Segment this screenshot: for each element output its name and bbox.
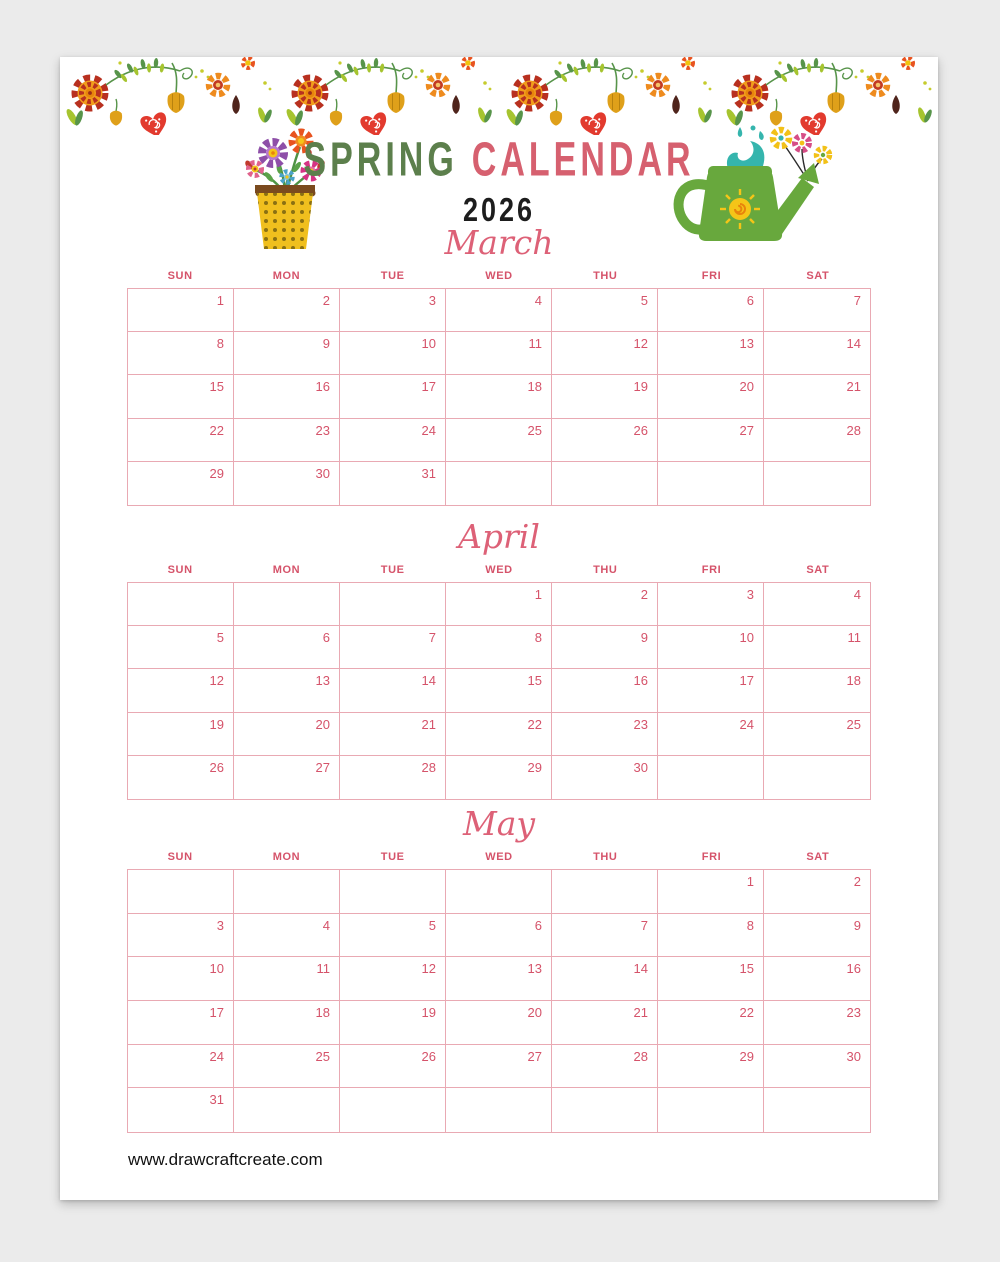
day-number: 2 (640, 587, 648, 602)
day-number: 7 (428, 630, 436, 646)
day-number: 9 (640, 630, 648, 646)
day-number: 31 (209, 1092, 224, 1108)
empty-day-cell (234, 1088, 340, 1132)
day-number: 27 (315, 759, 330, 775)
day-number: 17 (739, 673, 754, 689)
day-cell (552, 583, 658, 626)
day-cell (340, 1001, 446, 1045)
day-cell (658, 332, 764, 375)
empty-day-cell (764, 462, 870, 505)
empty-day-cell (658, 1088, 764, 1132)
day-cell (128, 462, 234, 505)
day-number: 14 (633, 961, 648, 977)
weekday-header-row (127, 851, 871, 866)
day-number: 23 (315, 422, 330, 438)
day-cell (446, 626, 552, 669)
day-cell (658, 289, 764, 332)
day-cell (446, 1045, 552, 1089)
day-cell (446, 332, 552, 375)
day-number: 1 (746, 874, 754, 889)
day-number: 5 (428, 917, 436, 933)
day-cell (764, 713, 870, 756)
day-number: 9 (322, 336, 330, 352)
day-number: 14 (421, 673, 436, 689)
day-number: 16 (633, 673, 648, 689)
day-cell (128, 914, 234, 958)
day-number: 25 (315, 1048, 330, 1064)
empty-day-cell (340, 870, 446, 914)
day-number: 26 (421, 1048, 436, 1064)
day-number: 7 (640, 917, 648, 933)
day-cell (658, 1045, 764, 1089)
weekday-label: SAT (806, 564, 830, 576)
day-number: 11 (528, 336, 542, 352)
weekday-label: FRI (701, 270, 722, 282)
empty-day-cell (552, 462, 658, 505)
day-cell (552, 713, 658, 756)
weekday-label: THU (593, 851, 618, 863)
day-number: 27 (527, 1048, 542, 1064)
day-cell (128, 1045, 234, 1089)
day-number: 12 (633, 336, 648, 352)
day-cell (552, 914, 658, 958)
day-number: 4 (322, 917, 330, 933)
day-cell (128, 1001, 234, 1045)
day-number: 30 (315, 465, 330, 481)
month-section-march (60, 221, 938, 506)
weekday-header-row (127, 564, 871, 579)
day-number: 3 (216, 917, 224, 933)
day-number: 15 (739, 961, 754, 977)
day-number: 8 (746, 917, 754, 933)
day-cell (340, 462, 446, 505)
empty-day-cell (552, 870, 658, 914)
day-number: 4 (534, 293, 542, 308)
day-cell (446, 1001, 552, 1045)
empty-day-cell (128, 870, 234, 914)
empty-day-cell (658, 462, 764, 505)
calendar-sheet (60, 57, 938, 1200)
day-cell (552, 626, 658, 669)
day-number: 15 (527, 673, 542, 689)
day-cell (340, 756, 446, 799)
day-number: 20 (527, 1005, 542, 1020)
day-cell (446, 583, 552, 626)
day-number: 21 (421, 716, 436, 732)
empty-day-cell (340, 1088, 446, 1132)
day-number: 2 (322, 293, 330, 308)
day-number: 6 (746, 293, 754, 308)
day-number: 2 (853, 874, 861, 889)
day-cell (128, 332, 234, 375)
day-number: 6 (534, 917, 542, 933)
day-cell (234, 419, 340, 462)
day-cell (764, 419, 870, 462)
day-cell (340, 626, 446, 669)
day-number: 3 (428, 293, 436, 308)
day-cell (234, 713, 340, 756)
empty-day-cell (234, 583, 340, 626)
empty-day-cell (658, 756, 764, 799)
day-cell (658, 713, 764, 756)
day-cell (234, 1045, 340, 1089)
day-cell (128, 669, 234, 712)
day-cell (658, 914, 764, 958)
month-section-may (60, 802, 938, 1133)
empty-day-cell (128, 583, 234, 626)
day-cell (340, 375, 446, 418)
day-number: 23 (846, 1005, 861, 1020)
day-number: 25 (846, 716, 861, 732)
day-cell (764, 870, 870, 914)
day-cell (552, 669, 658, 712)
day-cell (234, 289, 340, 332)
day-number: 10 (739, 630, 754, 646)
day-cell (234, 462, 340, 505)
day-cell (446, 713, 552, 756)
day-number: 26 (633, 422, 648, 438)
weekday-label: WED (485, 851, 513, 863)
month-grid (127, 582, 871, 800)
day-cell (658, 583, 764, 626)
day-cell (552, 419, 658, 462)
day-number: 24 (739, 716, 754, 732)
day-number: 4 (853, 587, 861, 602)
day-cell (764, 583, 870, 626)
day-cell (764, 1001, 870, 1045)
day-cell (764, 626, 870, 669)
day-number: 18 (315, 1005, 330, 1020)
day-cell (446, 289, 552, 332)
day-number: 16 (315, 379, 330, 395)
day-number: 20 (315, 716, 330, 732)
day-cell (234, 957, 340, 1001)
day-number: 28 (633, 1048, 648, 1064)
day-number: 8 (216, 336, 224, 352)
day-cell (658, 375, 764, 418)
day-cell (658, 1001, 764, 1045)
day-cell (234, 332, 340, 375)
day-cell (446, 669, 552, 712)
day-cell (340, 1045, 446, 1089)
day-cell (446, 957, 552, 1001)
empty-day-cell (764, 756, 870, 799)
day-cell (128, 957, 234, 1001)
day-number: 29 (739, 1048, 754, 1064)
day-number: 19 (633, 379, 648, 395)
day-cell (234, 669, 340, 712)
day-number: 14 (846, 336, 861, 352)
day-cell (552, 756, 658, 799)
day-cell (764, 914, 870, 958)
day-number: 15 (209, 379, 224, 395)
day-cell (658, 626, 764, 669)
day-number: 25 (527, 422, 542, 438)
month-grid (127, 869, 871, 1133)
day-cell (340, 289, 446, 332)
empty-day-cell (446, 462, 552, 505)
month-title: May (462, 804, 536, 843)
day-number: 29 (209, 465, 224, 481)
weekday-label: FRI (701, 564, 722, 576)
day-number: 18 (846, 673, 861, 689)
day-number: 20 (739, 379, 754, 395)
empty-day-cell (552, 1088, 658, 1132)
day-number: 5 (216, 630, 224, 646)
day-number: 13 (739, 336, 754, 352)
day-number: 22 (739, 1005, 754, 1020)
day-cell (446, 419, 552, 462)
day-number: 12 (421, 961, 436, 977)
weekday-label: SUN (167, 564, 193, 576)
day-cell (658, 669, 764, 712)
day-cell (128, 375, 234, 418)
day-cell (128, 626, 234, 669)
day-cell (552, 375, 658, 418)
title-spring: SPRING (303, 132, 458, 187)
empty-day-cell (340, 583, 446, 626)
day-number: 11 (847, 630, 861, 646)
day-cell (764, 1045, 870, 1089)
month-title: April (458, 517, 540, 556)
day-number: 5 (640, 293, 648, 308)
day-cell (234, 756, 340, 799)
day-cell (234, 626, 340, 669)
weekday-label: MON (272, 851, 301, 863)
day-cell (234, 914, 340, 958)
title-calendar: CALENDAR (471, 132, 695, 187)
day-number: 21 (846, 379, 861, 395)
weekday-label: SUN (167, 851, 193, 863)
month-section-april (60, 515, 938, 800)
day-number: 21 (633, 1005, 648, 1020)
day-number: 11 (316, 961, 330, 977)
weekday-label: TUE (380, 564, 405, 576)
weekday-label: SAT (806, 851, 830, 863)
day-cell (340, 669, 446, 712)
day-number: 30 (633, 759, 648, 775)
day-cell (234, 1001, 340, 1045)
weekday-label: WED (485, 564, 513, 576)
day-cell (128, 1088, 234, 1132)
day-number: 24 (421, 422, 436, 438)
day-cell (552, 1045, 658, 1089)
day-cell (128, 419, 234, 462)
day-number: 28 (421, 759, 436, 775)
empty-day-cell (764, 1088, 870, 1132)
month-title: March (444, 223, 554, 262)
day-number: 8 (534, 630, 542, 646)
day-cell (446, 375, 552, 418)
day-number: 19 (421, 1005, 436, 1020)
empty-day-cell (446, 870, 552, 914)
day-cell (658, 419, 764, 462)
day-number: 27 (739, 422, 754, 438)
empty-day-cell (234, 870, 340, 914)
day-number: 13 (527, 961, 542, 977)
day-number: 1 (216, 293, 224, 308)
day-number: 31 (421, 465, 436, 481)
day-number: 22 (209, 422, 224, 438)
day-number: 19 (209, 716, 224, 732)
day-cell (552, 957, 658, 1001)
day-cell (552, 289, 658, 332)
weekday-label: FRI (701, 851, 722, 863)
weekday-label: THU (593, 564, 618, 576)
day-number: 7 (853, 293, 861, 308)
weekday-label: TUE (380, 851, 405, 863)
day-number: 10 (209, 961, 224, 977)
day-number: 6 (322, 630, 330, 646)
weekday-label: THU (593, 270, 618, 282)
day-number: 29 (527, 759, 542, 775)
weekday-label: MON (272, 564, 301, 576)
day-cell (552, 1001, 658, 1045)
day-cell (764, 669, 870, 712)
day-cell (446, 914, 552, 958)
day-number: 10 (421, 336, 436, 352)
day-number: 3 (746, 587, 754, 602)
day-number: 12 (209, 673, 224, 689)
day-number: 23 (633, 716, 648, 732)
day-cell (658, 870, 764, 914)
day-cell (128, 756, 234, 799)
day-number: 16 (846, 961, 861, 977)
day-cell (764, 332, 870, 375)
day-cell (234, 375, 340, 418)
day-cell (764, 289, 870, 332)
day-cell (340, 957, 446, 1001)
weekday-label: MON (272, 270, 301, 282)
day-cell (552, 332, 658, 375)
day-number: 28 (846, 422, 861, 438)
day-cell (128, 713, 234, 756)
day-cell (340, 332, 446, 375)
day-number: 17 (209, 1005, 224, 1020)
day-number: 1 (534, 587, 542, 602)
day-cell (128, 289, 234, 332)
year-label: 2026 (462, 191, 536, 229)
day-number: 24 (209, 1048, 224, 1064)
day-cell (764, 957, 870, 1001)
weekday-header-row (127, 270, 871, 285)
day-number: 26 (209, 759, 224, 775)
empty-day-cell (446, 1088, 552, 1132)
day-cell (446, 756, 552, 799)
day-number: 17 (421, 379, 436, 395)
weekday-label: TUE (380, 270, 405, 282)
day-cell (658, 957, 764, 1001)
day-number: 22 (527, 716, 542, 732)
day-number: 18 (527, 379, 542, 395)
day-cell (340, 914, 446, 958)
weekday-label: SAT (806, 270, 830, 282)
day-number: 9 (853, 917, 861, 933)
footer-url: www.drawcraftcreate.com (128, 1150, 323, 1169)
month-grid (127, 288, 871, 506)
day-cell (340, 713, 446, 756)
day-cell (764, 375, 870, 418)
weekday-label: SUN (167, 270, 193, 282)
day-number: 30 (846, 1048, 861, 1064)
day-cell (340, 419, 446, 462)
day-number: 13 (315, 673, 330, 689)
weekday-label: WED (485, 270, 513, 282)
